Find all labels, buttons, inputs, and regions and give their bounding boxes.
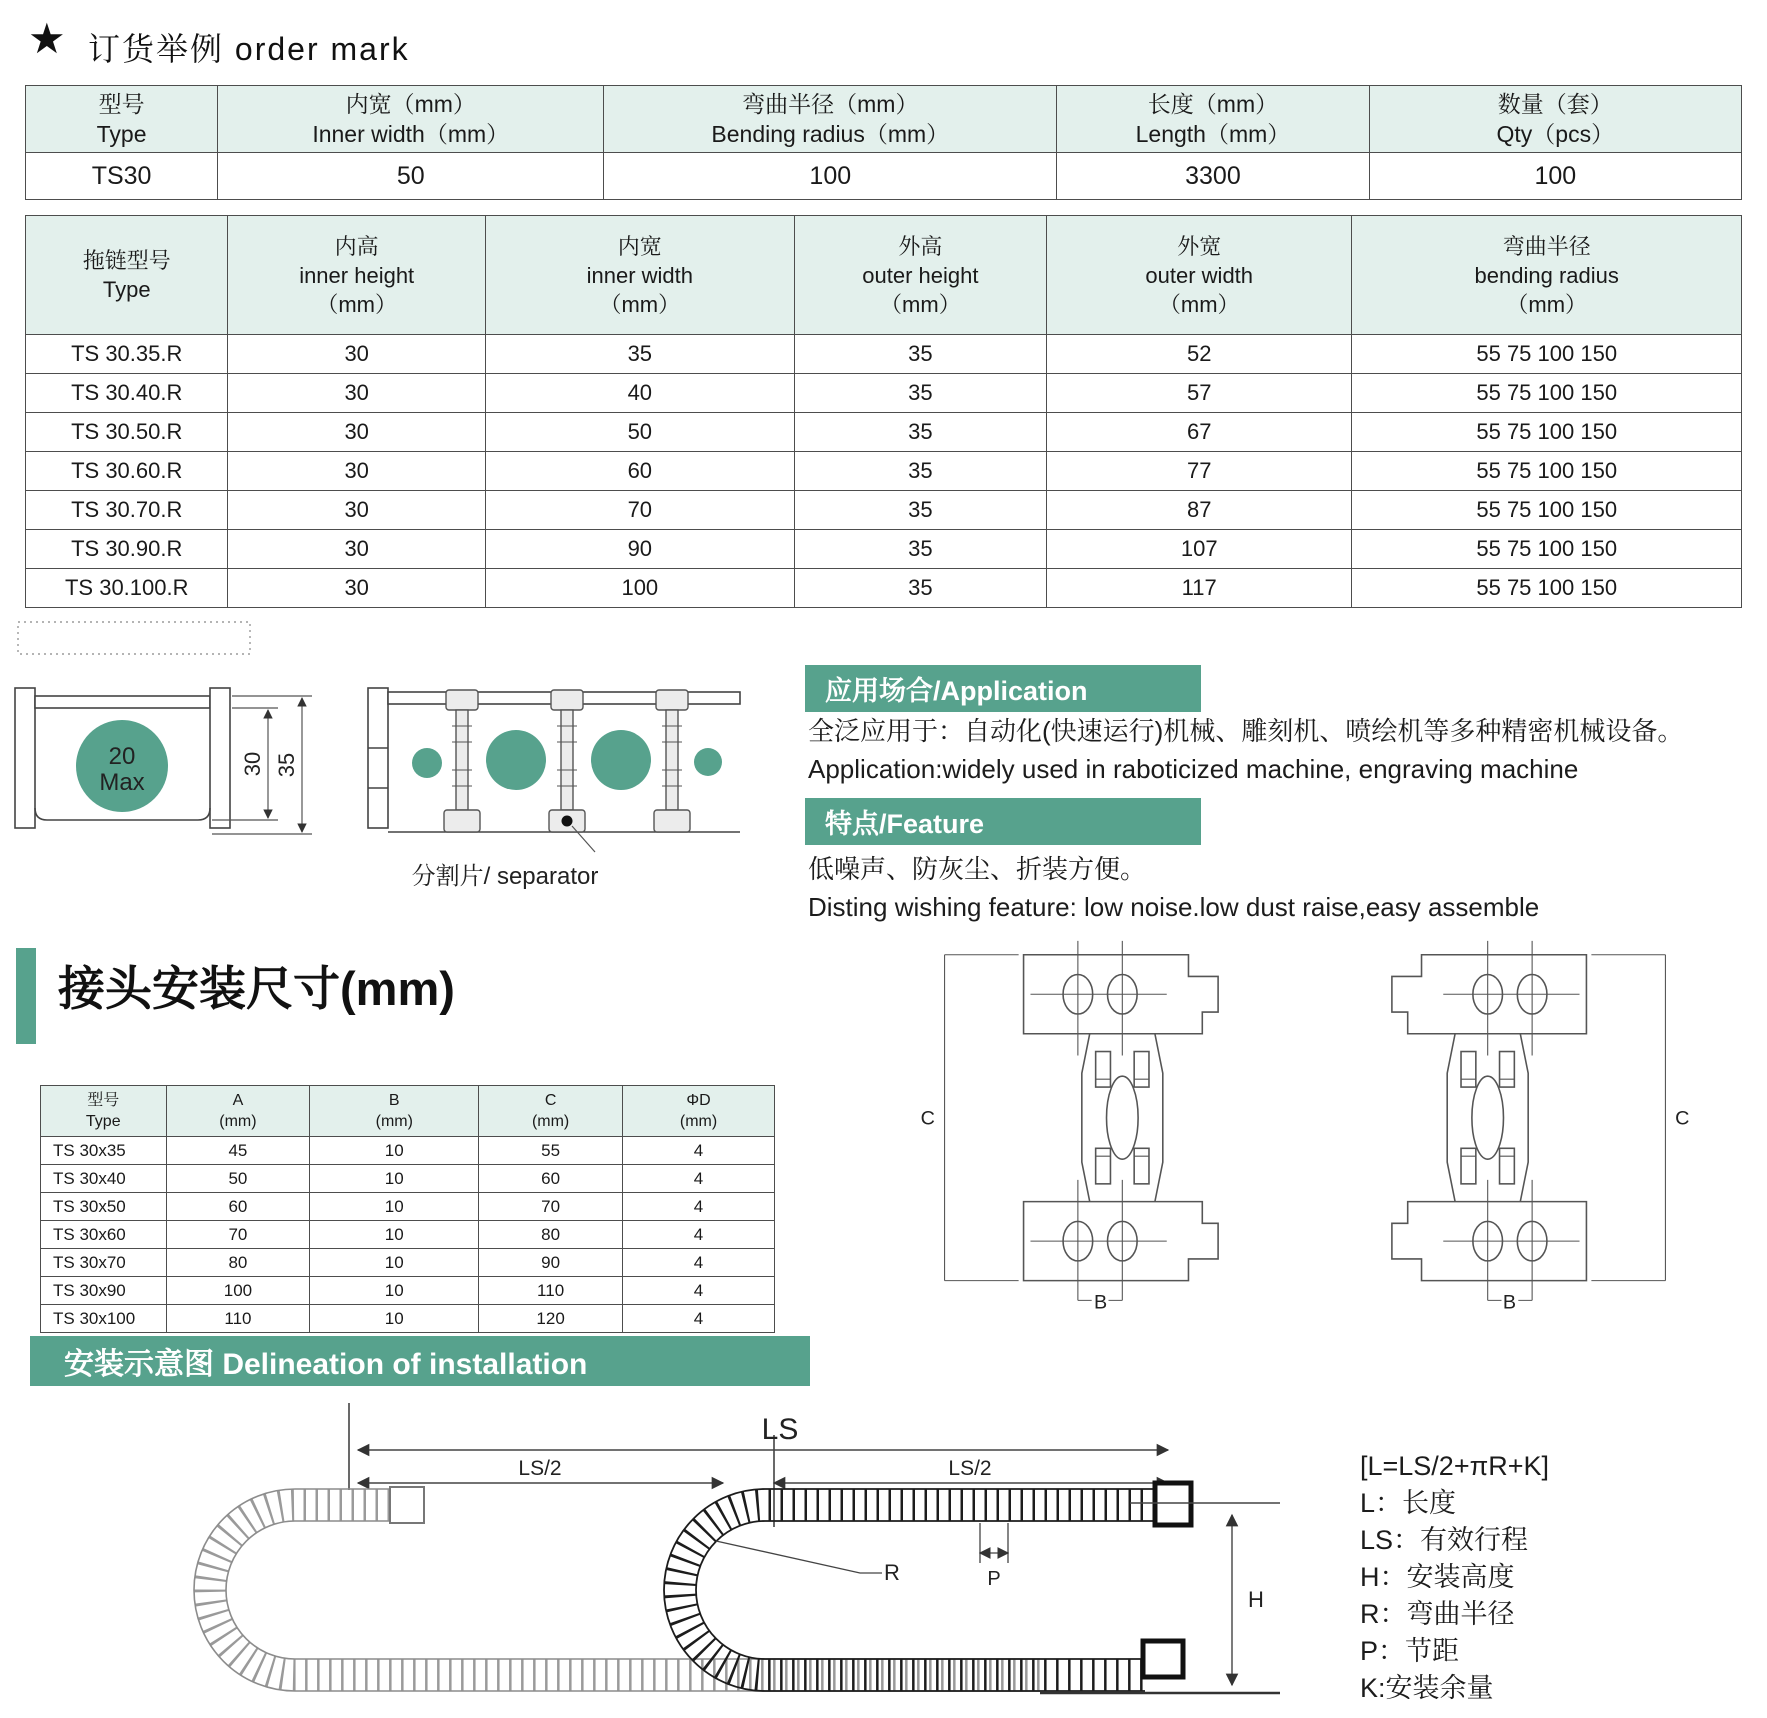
separator-pointer-dot (562, 816, 573, 827)
header-cn: 内宽 (617, 233, 662, 259)
header-en: outer width (1145, 262, 1254, 288)
cable-circle (486, 730, 546, 790)
table-cell: 50 (166, 1165, 310, 1193)
feature-header (805, 798, 1201, 845)
table-cell: 30 (228, 530, 485, 569)
header-label: B (388, 1092, 400, 1109)
table-cell: TS 30.40.R (26, 374, 228, 413)
table-cell: TS 30.60.R (26, 452, 228, 491)
pitch-label: P (987, 1568, 1001, 1590)
header-en: bending radius (1474, 262, 1619, 288)
table-cell: TS30 (26, 153, 218, 200)
table-cell: 30 (228, 569, 485, 608)
table-cell: 107 (1047, 530, 1352, 569)
table-cell: 100 (485, 569, 794, 608)
table-cell: 60 (166, 1193, 310, 1221)
column-header (26, 216, 228, 335)
application-text (808, 712, 1758, 788)
joint-table (40, 1085, 775, 1333)
header-en: Type (102, 277, 151, 302)
table-cell: 70 (479, 1193, 623, 1221)
header-en: Bending radius（mm） (711, 121, 950, 147)
header-cn: 数量（套） (1497, 91, 1613, 117)
bracket-outline (945, 941, 1219, 1300)
table-row (41, 1277, 775, 1305)
table-row (26, 374, 1742, 413)
table-cell: 60 (485, 452, 794, 491)
header-cn: 外高 (898, 233, 943, 259)
installation-banner-label: 安装示意图 Delineation of installation (64, 1348, 588, 1381)
cable-dia-max-label: Max (99, 769, 145, 796)
header-unit: （mm） (1506, 291, 1588, 317)
table-row (26, 569, 1742, 608)
table-cell: 35 (794, 335, 1046, 374)
table-cell: TS 30x90 (41, 1277, 167, 1305)
table-cell: TS 30x100 (41, 1305, 167, 1333)
header-unit: （mm） (599, 291, 681, 317)
installation-banner (30, 1336, 810, 1386)
header-unit: （mm） (880, 291, 961, 317)
legend-line: H：安装高度 (1360, 1562, 1515, 1592)
table-cell: 90 (485, 530, 794, 569)
order-table (25, 85, 1742, 200)
table-cell: 10 (310, 1249, 479, 1277)
table-cell: 10 (310, 1165, 479, 1193)
table-cell: TS 30x40 (41, 1165, 167, 1193)
table-cell: 100 (1369, 153, 1741, 200)
page-title: 订货举例 order mark (88, 31, 410, 67)
table-cell: 30 (228, 413, 485, 452)
legend-line: LS：有效行程 (1360, 1525, 1529, 1555)
header-en: Type (85, 1113, 121, 1130)
table-cell: 4 (623, 1221, 775, 1249)
column-header (794, 216, 1046, 335)
table-cell: TS 30x35 (41, 1137, 167, 1165)
radius-label: R (884, 1560, 900, 1585)
table-cell: 10 (310, 1277, 479, 1305)
table-cell: 30 (228, 335, 485, 374)
table-cell: 120 (479, 1305, 623, 1333)
table-cell: 100 (166, 1277, 310, 1305)
table-cell: 4 (623, 1193, 775, 1221)
table-cell: 55 75 100 150 (1352, 569, 1742, 608)
table-cell: 45 (166, 1137, 310, 1165)
chain-position-main (664, 1483, 1191, 1691)
header-unit: (mm) (531, 1113, 570, 1130)
table-cell: 110 (479, 1277, 623, 1305)
header-cn: 型号 (87, 1092, 120, 1109)
table-cell: 3300 (1057, 153, 1369, 200)
separator-diagram (368, 688, 740, 890)
table-cell: 55 75 100 150 (1352, 374, 1742, 413)
column-header (1369, 86, 1741, 153)
dim-c-label: C (920, 1107, 935, 1130)
table-cell: TS 30x70 (41, 1249, 167, 1277)
table-cell: 55 75 100 150 (1352, 491, 1742, 530)
table-cell: 55 75 100 150 (1352, 335, 1742, 374)
header-en: Length（mm） (1135, 121, 1291, 147)
table-cell: 10 (310, 1193, 479, 1221)
order-table-body (26, 153, 1742, 200)
dim-b-label: B (1093, 1291, 1108, 1314)
table-cell: 30 (228, 374, 485, 413)
table-cell: TS 30.70.R (26, 491, 228, 530)
table-row (41, 1221, 775, 1249)
table-cell: 30 (228, 491, 485, 530)
table-cell: 10 (310, 1137, 479, 1165)
feature-text-cn: 低噪声、防灰尘、折装方便。 (808, 854, 1147, 884)
table-cell: 100 (604, 153, 1057, 200)
header-cn: 弯曲半径（mm） (742, 91, 919, 117)
table-cell: 55 75 100 150 (1352, 530, 1742, 569)
header-unit: (mm) (679, 1113, 718, 1130)
table-cell: 110 (166, 1305, 310, 1333)
table-cell: 35 (794, 452, 1046, 491)
table-cell: 35 (794, 491, 1046, 530)
column-header (1352, 216, 1742, 335)
table-cell: 117 (1047, 569, 1352, 608)
column-header (623, 1086, 775, 1137)
header-unit: （mm） (1158, 291, 1240, 317)
table-cell: 10 (310, 1221, 479, 1249)
table-cell: TS 30.90.R (26, 530, 228, 569)
table-cell: 4 (623, 1305, 775, 1333)
table-header-row (41, 1086, 775, 1137)
header-en: inner height (299, 262, 415, 288)
spec-table-body (26, 335, 1742, 608)
table-row (26, 153, 1742, 200)
table-cell: 60 (479, 1165, 623, 1193)
column-header (166, 1086, 310, 1137)
ls-label: LS (761, 1413, 799, 1446)
header-en: Inner width（mm） (312, 121, 510, 147)
column-header (604, 86, 1057, 153)
table-cell: 87 (1047, 491, 1352, 530)
cable-dia-label: 20 (108, 743, 136, 770)
table-row (41, 1305, 775, 1333)
header-unit: (mm) (219, 1113, 257, 1130)
dimension-arrows (358, 1450, 1232, 1685)
header-unit: （mm） (316, 291, 397, 317)
table-cell: 55 75 100 150 (1352, 452, 1742, 491)
header-unit: (mm) (375, 1113, 413, 1130)
dotted-outline (18, 622, 250, 654)
header-label: A (232, 1092, 244, 1109)
installation-diagram (40, 1395, 1290, 1710)
table-cell: 77 (1047, 452, 1352, 491)
table-row (26, 530, 1742, 569)
legend-line: P：节距 (1360, 1636, 1460, 1666)
application-text-cn: 全泛应用于：自动化(快速运行)机械、雕刻机、喷绘机等多种精密机械设备。 (808, 716, 1684, 746)
table-cell: TS 30.50.R (26, 413, 228, 452)
table-cell: 57 (1047, 374, 1352, 413)
table-cell: 30 (228, 452, 485, 491)
outer-height-dim: 35 (274, 752, 299, 778)
joint-table-body (41, 1137, 775, 1333)
column-header (1057, 86, 1369, 153)
cross-section-diagram (10, 618, 760, 908)
table-cell: 50 (218, 153, 604, 200)
column-header (1047, 216, 1352, 335)
table-cell: 4 (623, 1277, 775, 1305)
table-cell: 90 (479, 1249, 623, 1277)
table-cell: 80 (479, 1221, 623, 1249)
table-row (26, 491, 1742, 530)
table-cell: TS 30.35.R (26, 335, 228, 374)
table-cell: 55 (479, 1137, 623, 1165)
legend-formula: [L=LS/2+πR+K] (1360, 1451, 1549, 1481)
header-en: Type (96, 121, 147, 147)
inner-height-dim: 30 (240, 751, 265, 777)
table-cell: TS 30x60 (41, 1221, 167, 1249)
header-cn: 拖链型号 (82, 248, 171, 273)
header-cn: 长度（mm） (1147, 91, 1279, 117)
header-en: Qty（pcs） (1496, 121, 1615, 147)
radius-leader (716, 1541, 882, 1573)
table-row (41, 1165, 775, 1193)
legend-line: R：弯曲半径 (1360, 1599, 1515, 1629)
table-cell: TS 30x50 (41, 1193, 167, 1221)
table-cell: 4 (623, 1165, 775, 1193)
table-row (41, 1249, 775, 1277)
feature-header-label: 特点/Feature (825, 809, 985, 839)
cable-circle (694, 748, 722, 776)
bracket-outline-mirrored (1392, 941, 1666, 1300)
ls2-left-label: LS/2 (518, 1457, 562, 1480)
table-cell: 4 (623, 1249, 775, 1277)
cable-circle (591, 730, 651, 790)
separator-label: 分割片/ separator (411, 863, 599, 890)
installation-legend (1360, 1448, 1549, 1707)
feature-text (808, 850, 1758, 926)
column-header (41, 1086, 167, 1137)
table-row (26, 335, 1742, 374)
column-header (26, 86, 218, 153)
table-cell: 40 (485, 374, 794, 413)
joint-bracket-drawing (865, 935, 1745, 1330)
feature-text-en: Disting wishing feature: low noise.low dust raise,easy assemble (808, 892, 1540, 922)
table-cell: 70 (166, 1221, 310, 1249)
column-header (485, 216, 794, 335)
table-row (26, 413, 1742, 452)
header-label: C (544, 1092, 557, 1109)
pitch-marks (980, 1523, 1008, 1563)
header-en: inner width (586, 262, 693, 288)
header-cn: 外宽 (1177, 233, 1222, 259)
legend-line: L：长度 (1360, 1488, 1457, 1518)
dim-b-label: B (1502, 1291, 1517, 1314)
column-header (228, 216, 485, 335)
table-cell: 80 (166, 1249, 310, 1277)
header-cn: 内宽（mm） (345, 91, 476, 117)
table-cell: 4 (623, 1137, 775, 1165)
table-header-row (26, 216, 1742, 335)
table-row (41, 1137, 775, 1165)
dim-c-label: C (1675, 1107, 1690, 1130)
column-header (479, 1086, 623, 1137)
table-cell: 67 (1047, 413, 1352, 452)
application-header (805, 665, 1201, 712)
spec-table (25, 215, 1742, 608)
application-text-en: Application:widely used in raboticized machine, engraving machine (808, 754, 1579, 784)
header-cn: 弯曲半径 (1502, 233, 1591, 259)
ls2-right-label: LS/2 (948, 1457, 992, 1480)
star-icon: ★ (28, 15, 66, 62)
table-row (41, 1193, 775, 1221)
header-en: outer height (862, 262, 979, 288)
table-cell: 35 (794, 413, 1046, 452)
table-cell: 35 (794, 530, 1046, 569)
cable-circle (412, 748, 442, 778)
table-cell: 55 75 100 150 (1352, 413, 1742, 452)
header-cn: 内高 (334, 233, 379, 259)
application-header-label: 应用场合/Application (825, 676, 1088, 706)
header-label: ΦD (686, 1092, 711, 1109)
header-cn: 型号 (98, 91, 145, 117)
table-cell: 35 (794, 569, 1046, 608)
table-row (26, 452, 1742, 491)
table-cell: TS 30.100.R (26, 569, 228, 608)
table-cell: 52 (1047, 335, 1352, 374)
column-header (310, 1086, 479, 1137)
section-accent-bar (16, 948, 36, 1044)
legend-line: K:安装余量 (1360, 1673, 1494, 1703)
joint-section-title: 接头安装尺寸(mm) (58, 962, 455, 1015)
table-cell: 35 (485, 335, 794, 374)
table-cell: 50 (485, 413, 794, 452)
table-header-row (26, 86, 1742, 153)
table-cell: 70 (485, 491, 794, 530)
column-header (218, 86, 604, 153)
height-label: H (1248, 1587, 1264, 1612)
table-cell: 10 (310, 1305, 479, 1333)
table-cell: 35 (794, 374, 1046, 413)
